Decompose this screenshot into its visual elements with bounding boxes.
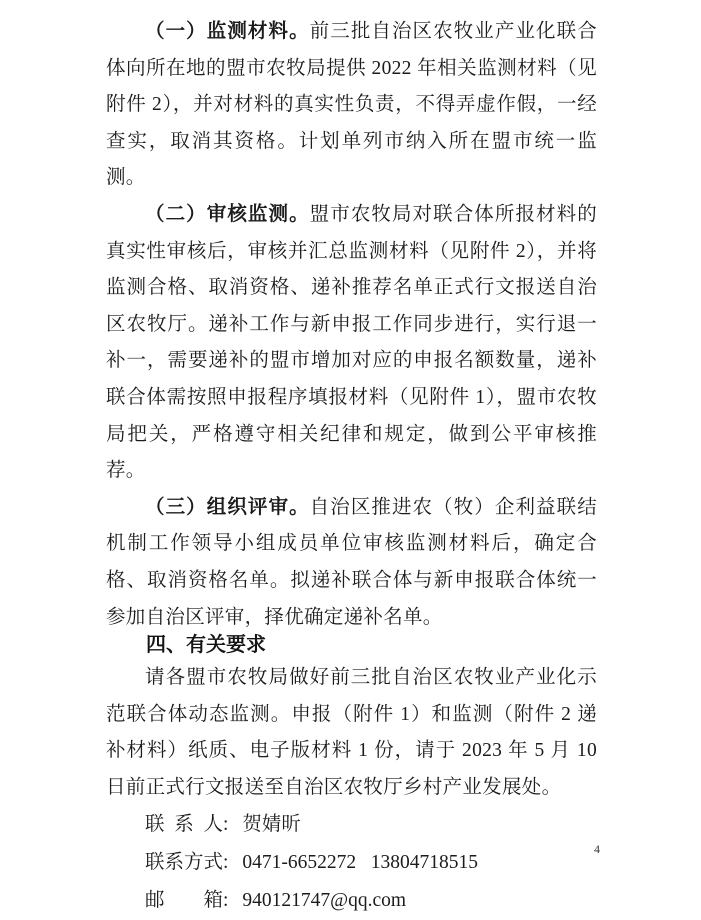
- section-heading-requirements: 四、有关要求: [146, 634, 266, 657]
- contact-block: [106, 806, 597, 920]
- paragraph-lead: （三）组织评审。: [145, 496, 310, 518]
- paragraph-monitoring-materials: [106, 14, 597, 197]
- contact-email-value: 940121747@qq.com: [242, 890, 407, 912]
- document-content: [106, 14, 597, 920]
- paragraph-requirements: 请各盟市农牧局做好前三批自治区农牧业产业化示范联合体动态监测。申报（附件 1）和监测（附件 2 递补材料）纸质、电子版材料 1 份，请于 2023 年 5 月 10 日前正式行文报送至自治区农牧厅乡村产业发展处。: [106, 667, 597, 798]
- contact-person-value: 贺婧昕: [242, 814, 301, 836]
- paragraph-text: 盟市农牧局对联合体所报材料的真实性审核后，审核并汇总监测材料（见附件 2），并将监测合格、取消资格、递补推荐名单正式行文报送自治区农牧厅。递补工作与新申报工作同步进行，实行退一补一，需要递补的盟市增加对应的申报名额数量，递补联合体需按照申报程序填报材料（见附件 1），盟市农牧局把关，严格遵守相关纪律和规定，做到公平审核推荐。: [106, 203, 598, 482]
- contact-person-label: 联 系 人:: [145, 814, 229, 836]
- paragraph-lead: （二）审核监测。: [145, 203, 310, 225]
- contact-phone-row: [106, 844, 597, 882]
- contact-phone-label: 联系方式:: [145, 852, 229, 874]
- contact-person-row: [106, 806, 597, 844]
- paragraph-text: 自治区推进农（牧）企利益联结机制工作领导小组成员单位审核监测材料后，确定合格、取消资格名单。拟递补联合体与新申报联合体统一参加自治区评审，择优确定递补名单。: [106, 496, 598, 628]
- paragraph-lead: （一）监测材料。: [145, 21, 310, 42]
- page-number: 4: [594, 842, 600, 856]
- paragraph-organize-review: [106, 490, 597, 636]
- contact-email-row: [106, 882, 597, 920]
- contact-phone-value: 0471-6652272 13804718515: [242, 852, 479, 874]
- contact-email-label: 邮 箱:: [145, 890, 229, 912]
- paragraph-audit-monitoring: [106, 197, 597, 490]
- paragraph-text: 前三批自治区农牧业产业化联合体向所在地的盟市农牧局提供 2022 年相关监测材料（见附件 2），并对材料的真实性负责，不得弄虚作假，一经查实，取消其资格。计划单列市纳入所在盟市统一监测。: [106, 21, 598, 189]
